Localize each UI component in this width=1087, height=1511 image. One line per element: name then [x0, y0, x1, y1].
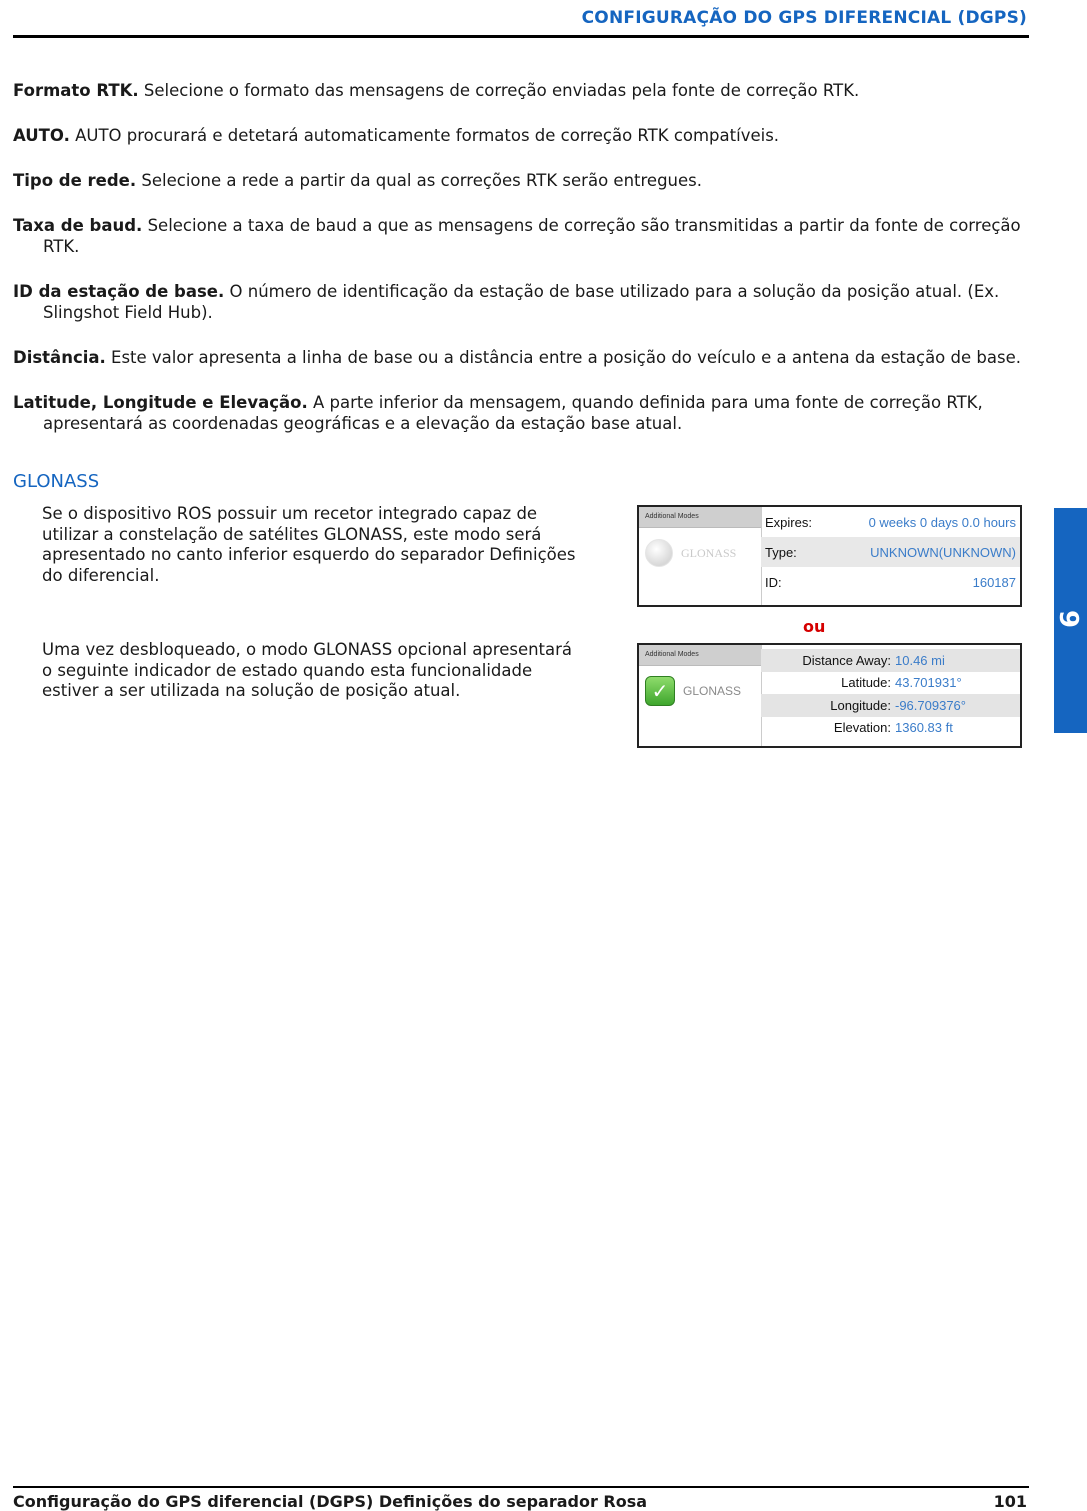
definition-list: [13, 63, 1028, 458]
term: Tipo de rede.: [13, 170, 137, 190]
info-row-type: [761, 537, 1020, 567]
definition-text: AUTO procurará e detetará automaticamente formatos de correção RTK compatíveis.: [75, 125, 780, 145]
info-row-elevation: [761, 717, 1020, 740]
info-key: Expires:: [765, 514, 812, 530]
glonass-mode-label: GLONASS: [683, 684, 742, 698]
term: AUTO.: [13, 125, 70, 145]
definition-text: Selecione o formato das mensagens de correção enviadas pela fonte de correção RTK.: [143, 80, 860, 100]
definition-auto: [13, 125, 1028, 146]
definition-distance: [13, 347, 1028, 368]
info-row-latitude: [761, 672, 1020, 695]
position-info: [761, 645, 1020, 746]
or-label: ou: [803, 617, 826, 636]
term: Distância.: [13, 347, 106, 367]
info-value: 43.701931°: [895, 675, 962, 691]
glonass-heading: GLONASS: [13, 471, 100, 492]
base-station-info: [761, 507, 1020, 605]
info-key: Longitude:: [830, 697, 891, 713]
term: ID da estação de base.: [13, 281, 225, 301]
info-value: UNKNOWN(UNKNOWN): [870, 544, 1016, 560]
header-rule: [13, 35, 1029, 38]
glonass-mode-toggle[interactable]: [645, 539, 736, 567]
info-row-expires: [761, 507, 1020, 537]
definition-lat-long-elev: [13, 392, 1028, 434]
glonass-paragraph-2: Uma vez desbloqueado, o modo GLONASS opcional apresentará o seguinte indicador de estado quando esta funcionalidade estiver a ser utilizada na solução de posição atual.: [42, 640, 573, 700]
glonass-panel-disabled: [637, 505, 1022, 607]
definition-text: Selecione a taxa de baud a que as mensagens de correção são transmitidas a partir da fonte de correção RTK.: [43, 215, 1021, 256]
definition-text: A parte inferior da mensagem, quando definida para uma fonte de correção RTK, apresentará as coordenadas geográficas e a elevação da estação base atual.: [43, 392, 983, 433]
checkmark-icon: ✓: [645, 676, 675, 706]
info-value: 160187: [972, 574, 1016, 590]
glonass-mode-toggle[interactable]: [645, 677, 741, 705]
definition-rtk-format: [13, 80, 1028, 101]
info-key: Distance Away:: [802, 652, 891, 668]
definition-text: O número de identificação da estação de base utilizado para a solução da posição atual. (Ex. Slingshot Field Hub).: [43, 281, 1000, 322]
chapter-number: 9: [1053, 609, 1084, 629]
chapter-side-tab: [1054, 508, 1087, 733]
info-key: Type:: [765, 544, 797, 560]
glonass-disabled-icon: [645, 539, 673, 567]
glonass-paragraph-1: Se o dispositivo ROS possuir um recetor integrado capaz de utilizar a constelação de satélites GLONASS, este modo será apresentado no canto inferior esquerdo do separador Definições do diferencial.: [42, 504, 576, 585]
info-row-id: [761, 567, 1020, 597]
definition-text: Este valor apresenta a linha de base ou a distância entre a posição do veículo e a antena da estação de base.: [111, 347, 1021, 367]
footer-rule: [13, 1486, 1029, 1488]
info-key: Latitude:: [841, 675, 891, 691]
info-key: Elevation:: [833, 720, 891, 736]
page-number: 101: [993, 1492, 1027, 1511]
definition-base-station-id: [13, 281, 1028, 323]
term: Latitude, Longitude e Elevação.: [13, 392, 308, 412]
glonass-mode-label: GLONASS: [681, 545, 737, 560]
definition-baud-rate: [13, 215, 1028, 257]
info-value: 0 weeks 0 days 0.0 hours: [868, 514, 1016, 530]
info-key: ID:: [765, 574, 782, 590]
term: Taxa de baud.: [13, 215, 143, 235]
definition-text: Selecione a rede a partir da qual as correções RTK serão entregues.: [141, 170, 702, 190]
info-value: 10.46 mi: [895, 652, 945, 668]
info-row-longitude: [761, 694, 1020, 717]
additional-modes-header: Additional Modes: [639, 645, 761, 666]
definition-network-type: [13, 170, 1028, 191]
footer-text: Configuração do GPS diferencial (DGPS) Definições do separador Rosa: [13, 1492, 648, 1511]
info-value: 1360.83 ft: [895, 720, 953, 736]
term: Formato RTK.: [13, 80, 139, 100]
additional-modes-column: [639, 507, 762, 605]
additional-modes-column: [639, 645, 762, 746]
page-header-title: CONFIGURAÇÃO DO GPS DIFERENCIAL (DGPS): [581, 8, 1027, 28]
glonass-panel-enabled: [637, 643, 1022, 748]
info-value: -96.709376°: [895, 697, 966, 713]
info-row-distance: [761, 649, 1020, 672]
additional-modes-header: Additional Modes: [639, 507, 761, 528]
